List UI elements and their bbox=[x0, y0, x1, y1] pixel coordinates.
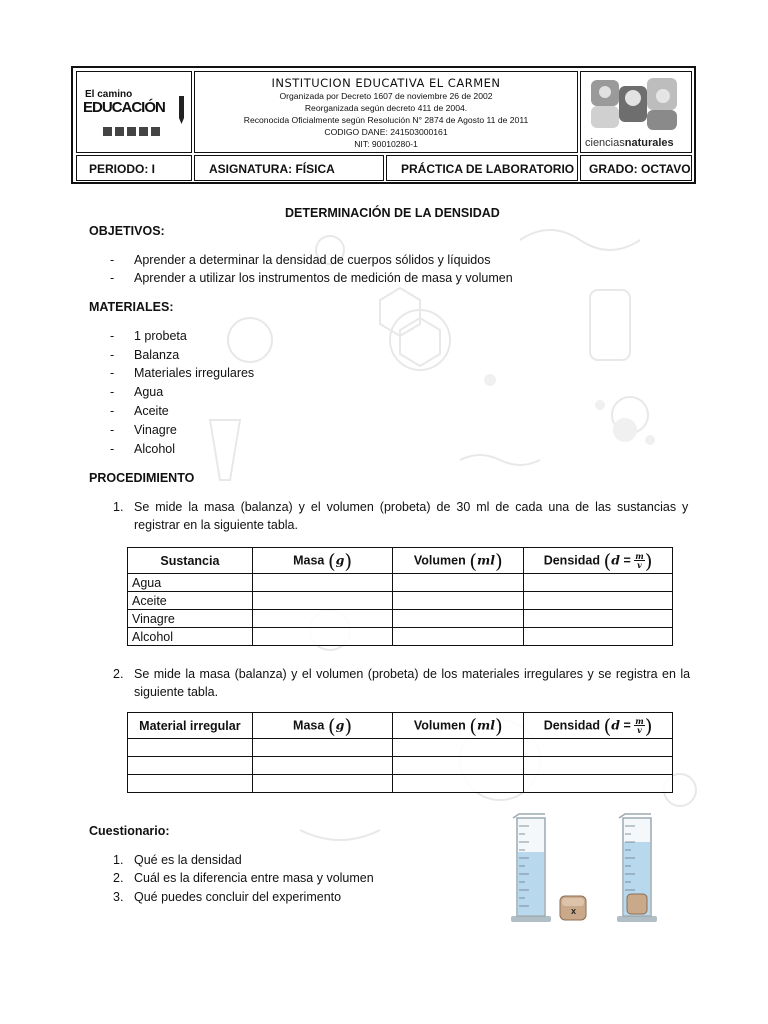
material-item: Vinagre bbox=[134, 423, 177, 437]
step1-text-cont: registrar en la siguiente tabla. bbox=[134, 518, 298, 532]
table-row bbox=[128, 628, 673, 646]
table-header-row bbox=[128, 548, 673, 574]
volumen-cell[interactable] bbox=[393, 574, 524, 592]
grado-label: GRADO: OCTAVO bbox=[589, 162, 691, 176]
institution-line: CODIGO DANE: 241503000161 bbox=[324, 127, 448, 137]
col-densidad: Densidad (d = $\frac{m}{v}$) bbox=[524, 713, 673, 739]
right-cylinder-icon bbox=[617, 814, 657, 922]
formula-lhs: d bbox=[611, 716, 620, 732]
masa-cell[interactable] bbox=[252, 757, 393, 775]
masa-label: Masa bbox=[293, 717, 325, 732]
left-cylinder-icon bbox=[511, 814, 551, 922]
densidad-cell[interactable] bbox=[524, 574, 673, 592]
procedimiento-heading: PROCEDIMIENTO bbox=[89, 471, 195, 485]
fraction-num: m bbox=[635, 551, 644, 561]
step1-text: Se mide la masa (balanza) y el volumen (probeta) de 30 ml de cada una de las sustancias y bbox=[134, 500, 689, 514]
volumen-cell[interactable] bbox=[393, 628, 524, 646]
step2-text-cont: siguiente tabla. bbox=[134, 685, 219, 699]
masa-cell[interactable] bbox=[252, 739, 393, 757]
material-item: Alcohol bbox=[134, 442, 175, 456]
densidad-cell[interactable] bbox=[524, 775, 673, 793]
question-number: 3. bbox=[113, 890, 124, 904]
question-item: Qué puedes concluir del experimento bbox=[134, 890, 342, 904]
el-camino-logo bbox=[76, 71, 192, 153]
volumen-cell[interactable] bbox=[393, 739, 524, 757]
density-fraction bbox=[634, 717, 644, 734]
material-dash: - bbox=[110, 442, 115, 456]
asignatura-label: ASIGNATURA: FÍSICA bbox=[209, 162, 335, 176]
unit-g: g bbox=[335, 716, 345, 732]
unit-ml: ml bbox=[477, 551, 496, 567]
table-header-row bbox=[128, 713, 673, 739]
step2-text: Se mide la masa (balanza) y el volumen (probeta) de los materiales irregulares y se registra en la bbox=[134, 667, 691, 681]
row-label: Aceite bbox=[128, 592, 253, 610]
institution-line: NIT: 90010280-1 bbox=[354, 139, 418, 149]
asignatura-cell bbox=[194, 155, 384, 181]
question-number: 2. bbox=[113, 871, 124, 885]
col-volumen: Volumen (ml) bbox=[393, 713, 524, 739]
materiales-heading: MATERIALES: bbox=[89, 300, 174, 314]
ciencias-naturales-logo bbox=[580, 71, 692, 153]
material-dash: - bbox=[110, 329, 115, 343]
institution-line: Reconocida Oficialmente según Resolución N° 2874 de Agosto 11 de 2011 bbox=[243, 115, 529, 125]
masa-cell[interactable] bbox=[252, 628, 393, 646]
step-number: 2. bbox=[113, 667, 124, 681]
table-row bbox=[128, 775, 673, 793]
institution-title: INSTITUCION EDUCATIVA EL CARMEN bbox=[271, 76, 501, 90]
material-dash: - bbox=[110, 348, 115, 362]
question-item: Cuál es la diferencia entre masa y volumen bbox=[134, 871, 374, 885]
material-dash: - bbox=[110, 366, 115, 380]
material-item: Balanza bbox=[134, 348, 180, 362]
volumen-label: Volumen bbox=[413, 717, 466, 732]
objetivos-heading: OBJETIVOS: bbox=[89, 224, 165, 238]
density-fraction bbox=[634, 552, 644, 569]
table-row bbox=[128, 610, 673, 628]
objetivo-dash: - bbox=[110, 253, 115, 267]
practica-label: PRÁCTICA DE LABORATORIO bbox=[401, 162, 575, 176]
institution-line: Reorganizada según decreto 411 de 2004. bbox=[304, 103, 468, 113]
col-material-irregular: Material irregular bbox=[128, 713, 253, 739]
material-cell[interactable] bbox=[128, 739, 253, 757]
densidad-cell[interactable] bbox=[524, 610, 673, 628]
objetivo-item: Aprender a utilizar los instrumentos de medición de masa y volumen bbox=[134, 271, 513, 285]
ciencias-logo-graphic bbox=[589, 76, 685, 134]
periodo-cell bbox=[76, 155, 192, 181]
masa-cell[interactable] bbox=[252, 775, 393, 793]
logo-text-el-camino: El camino bbox=[85, 89, 133, 100]
doc-title: DETERMINACIÓN DE LA DENSIDAD bbox=[285, 206, 500, 220]
masa-cell[interactable] bbox=[252, 592, 393, 610]
grado-cell bbox=[580, 155, 692, 181]
periodo-label: PERIODO: I bbox=[89, 162, 156, 176]
material-cell[interactable] bbox=[128, 757, 253, 775]
fraction-den: v bbox=[637, 560, 642, 570]
fraction-num: m bbox=[635, 716, 644, 726]
masa-cell[interactable] bbox=[252, 574, 393, 592]
col-densidad: Densidad (d = $\frac{m}{v}$) bbox=[524, 548, 673, 574]
densidad-cell[interactable] bbox=[524, 757, 673, 775]
sustancias-table bbox=[127, 547, 673, 646]
material-item: 1 probeta bbox=[134, 329, 187, 343]
material-cell[interactable] bbox=[128, 775, 253, 793]
materiales-irregulares-table bbox=[127, 712, 673, 793]
institution-line: Organizada por Decreto 1607 de noviembre 26 de 2002 bbox=[279, 91, 493, 101]
fraction-den: v bbox=[637, 725, 642, 735]
material-dash: - bbox=[110, 385, 115, 399]
col-masa: Masa (g) bbox=[252, 713, 393, 739]
ciencias-naturales-text bbox=[585, 137, 674, 149]
masa-cell[interactable] bbox=[252, 610, 393, 628]
volumen-cell[interactable] bbox=[393, 592, 524, 610]
volumen-cell[interactable] bbox=[393, 775, 524, 793]
material-item: Aceite bbox=[134, 404, 169, 418]
table-row bbox=[128, 739, 673, 757]
material-dash: - bbox=[110, 423, 115, 437]
header-table bbox=[71, 66, 696, 184]
cuestionario-heading: Cuestionario: bbox=[89, 824, 170, 838]
densidad-label: Densidad bbox=[543, 717, 600, 732]
densidad-cell[interactable] bbox=[524, 739, 673, 757]
volumen-label: Volumen bbox=[413, 552, 466, 567]
col-masa: Masa (g) bbox=[252, 548, 393, 574]
table-row bbox=[128, 757, 673, 775]
unit-ml: ml bbox=[477, 716, 495, 732]
naturales-word: naturales bbox=[624, 137, 674, 149]
material-item: Materiales irregulares bbox=[134, 366, 255, 380]
row-label: Agua bbox=[128, 574, 253, 592]
step-number: 1. bbox=[113, 500, 124, 514]
row-label: Vinagre bbox=[128, 610, 253, 628]
formula-lhs: d bbox=[611, 551, 621, 567]
material-dash: - bbox=[110, 404, 115, 418]
question-number: 1. bbox=[113, 853, 124, 867]
practica-cell bbox=[386, 155, 578, 181]
volumen-cell[interactable] bbox=[393, 757, 524, 775]
col-sustancia: Sustancia bbox=[128, 548, 253, 574]
logo-text-educacion: EDUCACIÓN bbox=[83, 99, 165, 116]
masa-label: Masa bbox=[293, 552, 325, 567]
material-item: Agua bbox=[134, 385, 164, 399]
table-row bbox=[128, 574, 673, 592]
ciencias-word: ciencias bbox=[585, 137, 625, 149]
col-volumen: Volumen (ml) bbox=[393, 548, 524, 574]
table-row bbox=[128, 592, 673, 610]
question-item: Qué es la densidad bbox=[134, 853, 242, 867]
institution-info bbox=[194, 71, 578, 153]
block-mark: x bbox=[571, 906, 577, 916]
objetivo-dash: - bbox=[110, 271, 115, 285]
graduated-cylinders-illustration bbox=[505, 812, 685, 926]
densidad-cell[interactable] bbox=[524, 628, 673, 646]
objetivo-item: Aprender a determinar la densidad de cuerpos sólidos y líquidos bbox=[134, 253, 491, 267]
volumen-cell[interactable] bbox=[393, 610, 524, 628]
unit-g: g bbox=[335, 551, 345, 567]
densidad-cell[interactable] bbox=[524, 592, 673, 610]
row-label: Alcohol bbox=[128, 628, 253, 646]
densidad-label: Densidad bbox=[543, 552, 600, 567]
